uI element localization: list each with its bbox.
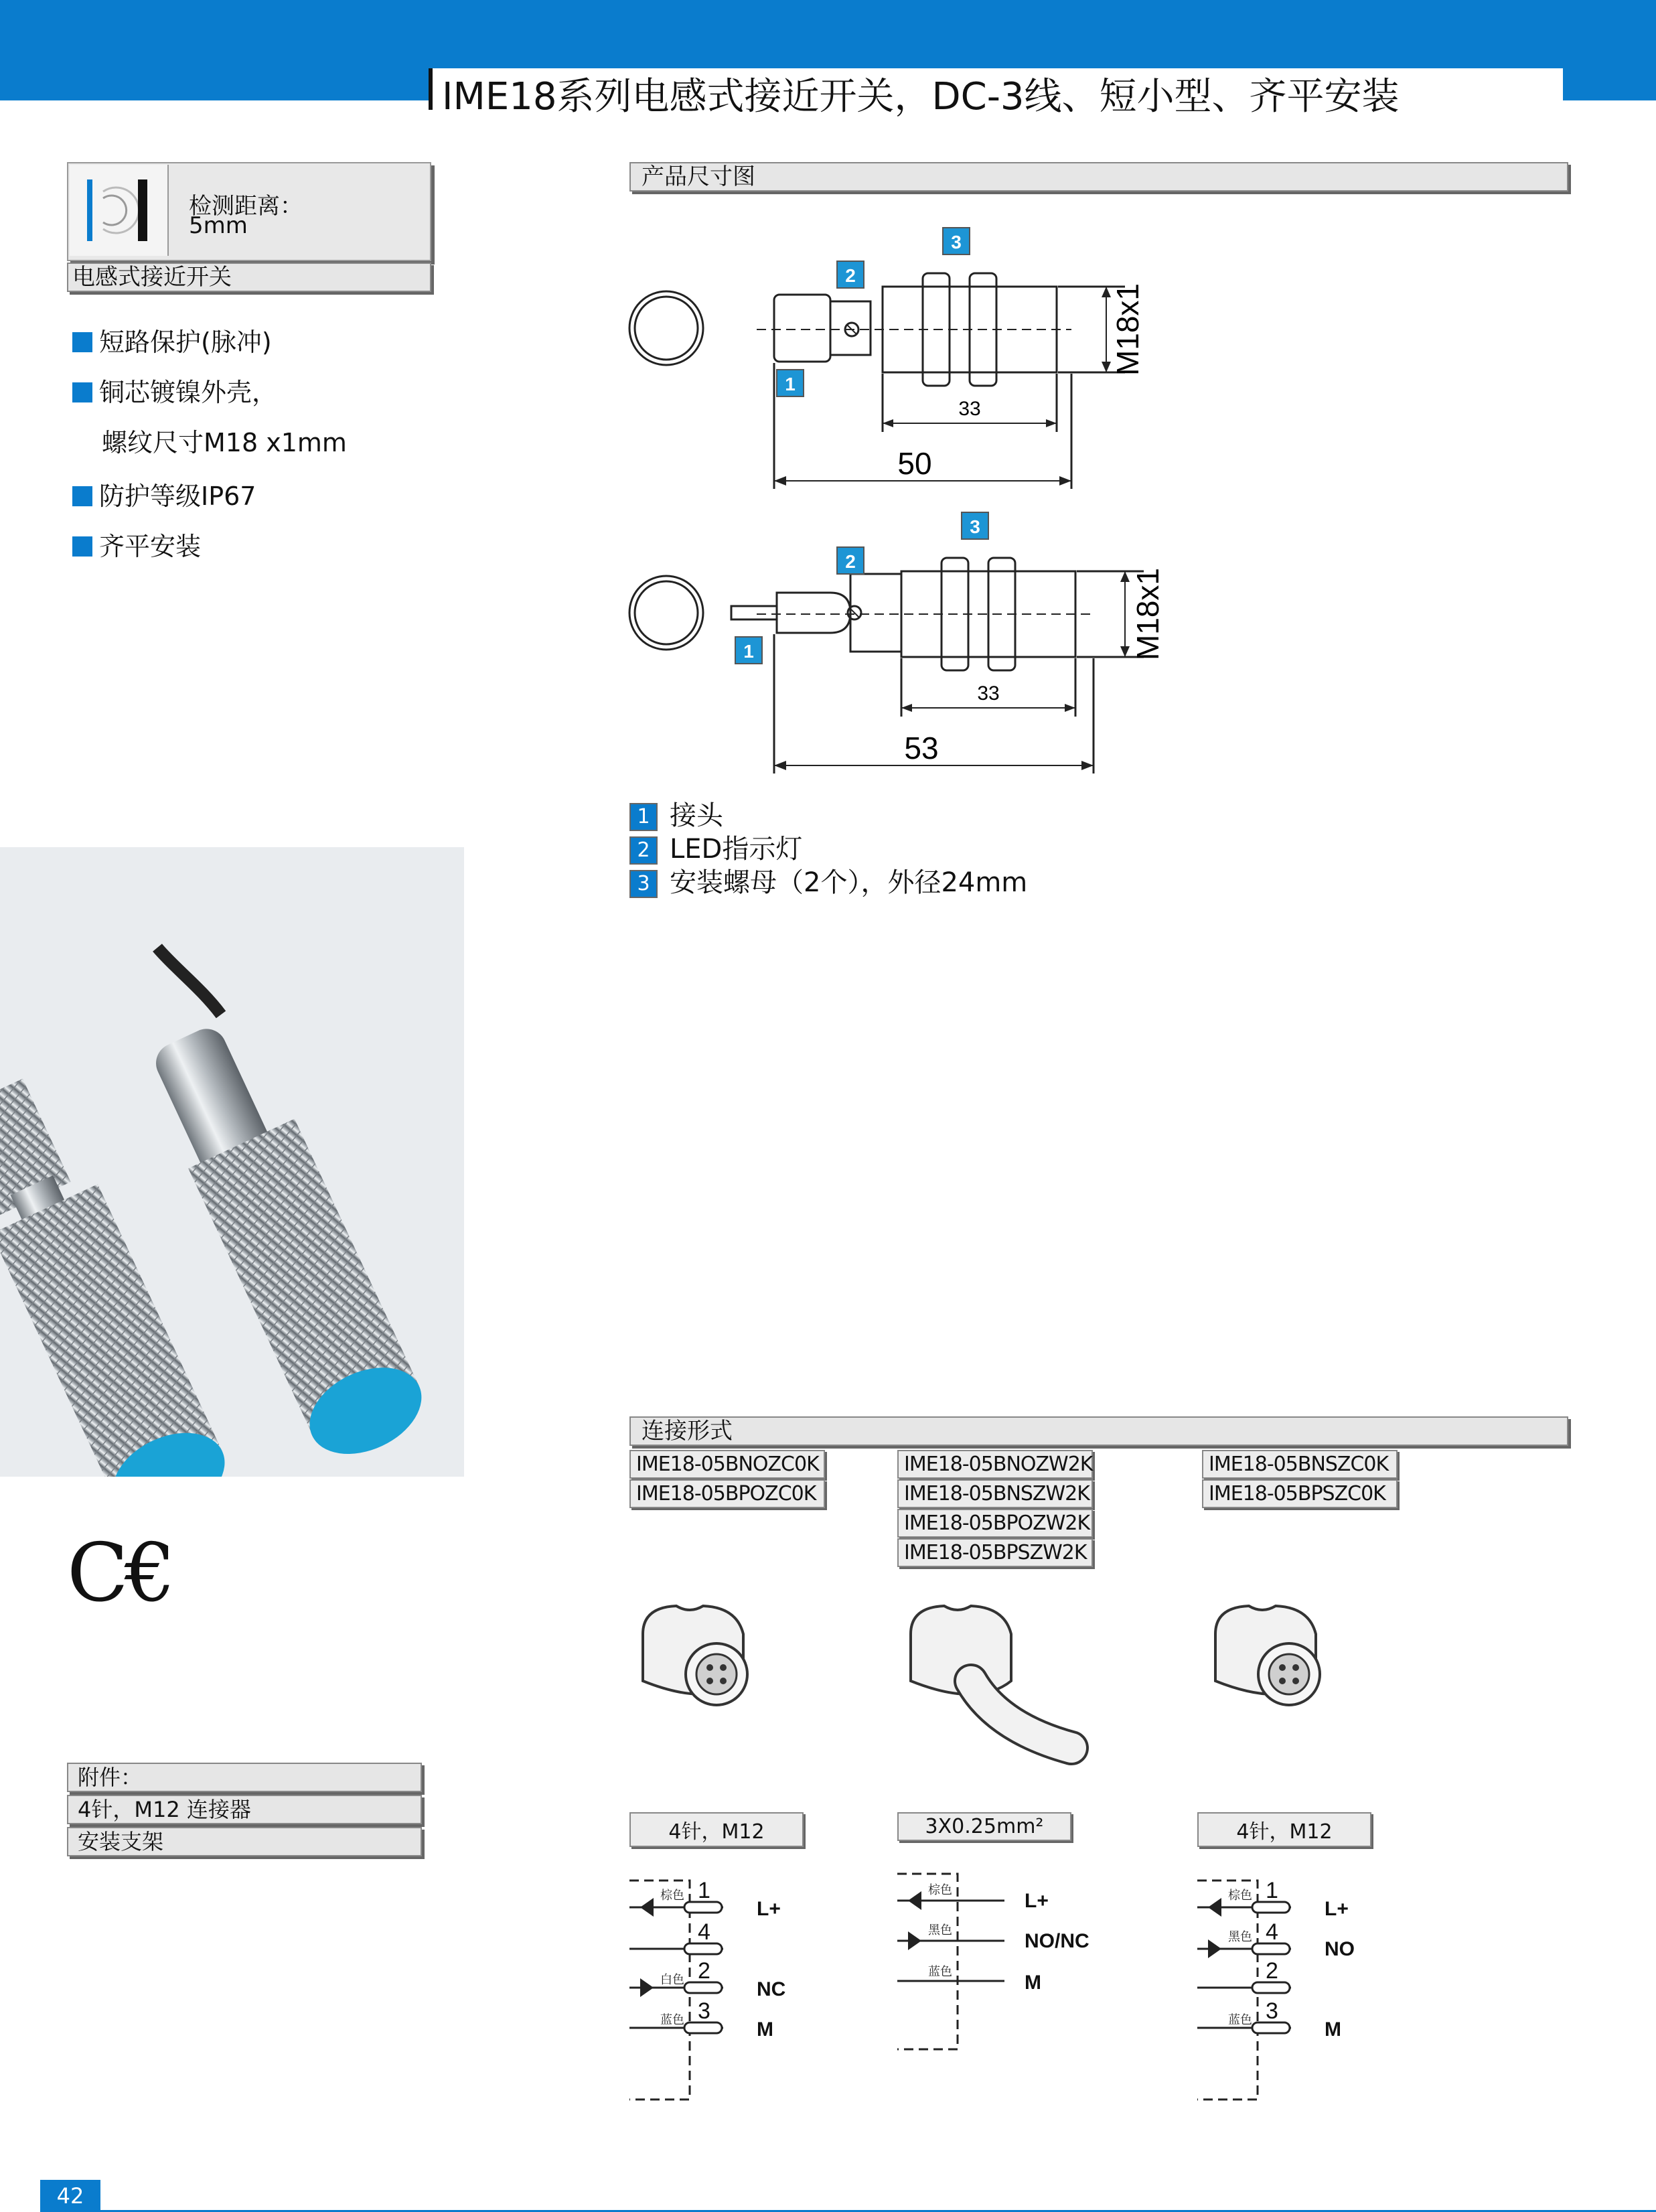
pin-number: 1 — [1266, 1878, 1278, 1903]
thread-size-label: M18x1 — [1130, 567, 1165, 661]
model-code: IME18-05BNSZC0K — [1202, 1450, 1398, 1479]
pin-number: 2 — [1266, 1958, 1278, 1984]
sensor-type-label: 电感式接近开关 — [67, 263, 431, 292]
terminal-label: M — [757, 2018, 773, 2041]
wiring-diagram-nc — [623, 1868, 850, 2110]
pin-number: 4 — [698, 1919, 710, 1945]
wire-color-label: 黑色 — [928, 1923, 952, 1937]
feature-item-continued: 螺纹尺寸M18 x1mm — [102, 428, 347, 457]
m12-connector-icon — [1202, 1594, 1349, 1728]
terminal-label: M — [1025, 1972, 1041, 1994]
cable-icon — [897, 1594, 1098, 1768]
connection-spec: 4针，M12 — [1197, 1812, 1371, 1847]
wire-color-label: 蓝色 — [660, 2013, 684, 2026]
feature-item: 齐平安装 — [72, 526, 201, 563]
pin-number: 4 — [1266, 1919, 1278, 1945]
wiring-diagram-no — [1191, 1868, 1418, 2110]
ce-mark: C€ — [67, 1527, 172, 1620]
total-length-label: 50 — [897, 446, 932, 481]
legend-item: 2 LED指示灯 — [629, 828, 802, 866]
terminal-label: L+ — [1325, 1898, 1349, 1920]
accessories-title: 附件： — [67, 1763, 422, 1792]
body-length-label: 33 — [977, 682, 1000, 705]
model-code: IME18-05BPSZW2K — [897, 1538, 1093, 1567]
terminal-label: NO/NC — [1025, 1930, 1089, 1952]
thread-size-label: M18x1 — [1110, 283, 1145, 376]
feature-item: 短路保护(脉冲) — [72, 321, 272, 358]
m12-connector-icon — [629, 1594, 777, 1728]
marker-led-label: 2 — [845, 265, 856, 286]
dimension-drawing-cable — [603, 499, 1205, 780]
model-code: IME18-05BPSZC0K — [1202, 1479, 1398, 1508]
terminal-label: M — [1325, 2018, 1341, 2041]
connection-header: 连接形式 — [629, 1416, 1568, 1446]
marker-connector-label: 1 — [785, 374, 796, 394]
pin-number: 3 — [698, 1998, 710, 2024]
marker-nut-label: 3 — [951, 232, 962, 252]
model-code: IME18-05BPOZC0K — [629, 1479, 825, 1508]
sensing-distance-value: 5mm — [189, 212, 248, 239]
terminal-label: L+ — [757, 1898, 781, 1920]
pin-number: 1 — [698, 1878, 710, 1903]
wire-color-label: 白色 — [660, 1973, 684, 1986]
wire-color-label: 棕色 — [1228, 1889, 1252, 1902]
pin-number: 3 — [1266, 1998, 1278, 2024]
model-code: IME18-05BNOZW2K — [897, 1450, 1093, 1479]
wire-color-label: 蓝色 — [928, 1965, 952, 1978]
total-length-label: 53 — [904, 731, 939, 765]
product-photo — [0, 847, 464, 1477]
wiring-diagram-cable — [891, 1868, 1118, 2069]
wire-color-label: 黑色 — [1228, 1930, 1252, 1943]
accessory-item: 安装支架 — [67, 1827, 422, 1856]
legend-item: 3 安装螺母（2个），外径24mm — [629, 861, 1027, 899]
dimensions-header: 产品尺寸图 — [629, 162, 1568, 192]
accessory-item: 4针，M12 连接器 — [67, 1795, 422, 1824]
model-code: IME18-05BPOZW2K — [897, 1509, 1093, 1538]
terminal-label: NO — [1325, 1938, 1355, 1960]
feature-item: 铜芯镀镍外壳， — [72, 372, 277, 409]
model-code: IME18-05BNOZC0K — [629, 1450, 825, 1479]
page-number: 42 — [40, 2180, 100, 2212]
pin-number: 2 — [698, 1958, 710, 1984]
dimension-drawing-connector — [603, 214, 1205, 496]
page-title: IME18系列电感式接近开关，DC-3线、短小型、齐平安装 — [442, 75, 1400, 119]
terminal-label: L+ — [1025, 1890, 1049, 1912]
marker-connector-label: 1 — [743, 641, 754, 662]
legend-item: 1 接头 — [629, 794, 723, 832]
sensing-distance-label: 检测距离： — [189, 193, 303, 220]
wire-color-label: 棕色 — [660, 1889, 684, 1902]
wire-color-label: 蓝色 — [1228, 2013, 1252, 2026]
connection-spec: 3X0.25mm² — [897, 1812, 1071, 1841]
marker-led-label: 2 — [845, 551, 856, 572]
body-length-label: 33 — [958, 398, 981, 420]
feature-item: 防护等级IP67 — [72, 475, 256, 512]
model-code: IME18-05BNSZW2K — [897, 1479, 1093, 1508]
wire-color-label: 棕色 — [928, 1883, 952, 1897]
connection-spec: 4针，M12 — [629, 1812, 804, 1847]
marker-nut-label: 3 — [970, 516, 980, 537]
inductive-sensor-icon — [70, 165, 169, 256]
terminal-label: NC — [757, 1978, 786, 2000]
